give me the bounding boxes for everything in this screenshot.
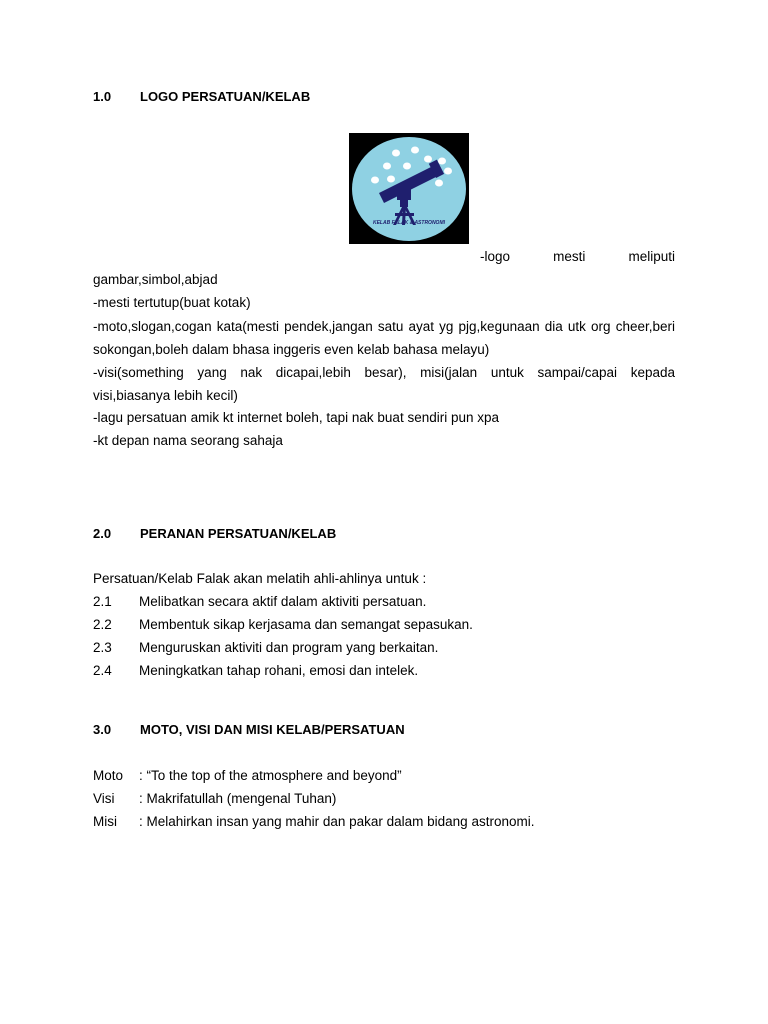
misi-row (93, 814, 534, 830)
logo-text: KELAB FALAK & ASTRONOMI (372, 220, 446, 226)
word: meliputi (628, 249, 675, 264)
moto-row (93, 768, 402, 784)
row-label: Visi (93, 791, 115, 806)
section-number: 1.0 (93, 89, 112, 104)
row-text: : Makrifatullah (mengenal Tuhan) (139, 791, 337, 806)
section-intro: Persatuan/Kelab Falak akan melatih ahli-ahlinya untuk : (93, 571, 427, 586)
logo-requirement-line (480, 249, 675, 265)
note-line: -mesti tertutup(buat kotak) (93, 295, 251, 310)
note-line: -kt depan nama seorang sahaja (93, 433, 283, 448)
section-title: PERANAN PERSATUAN/KELAB (140, 526, 337, 541)
list-item (93, 663, 418, 679)
section-number: 2.0 (93, 526, 112, 541)
row-label: Misi (93, 814, 117, 829)
item-text: Melibatkan secara aktif dalam aktiviti persatuan. (139, 594, 427, 609)
section-2-heading (93, 526, 336, 541)
word: mesti (553, 249, 586, 264)
list-item (93, 640, 438, 656)
row-label: Moto (93, 768, 124, 783)
note-line: gambar,simbol,abjad (93, 272, 218, 287)
note-paragraph: -moto,slogan,cogan kata(mesti pendek,jangan satu ayat yg pjg,kegunaan dia utk org cheer,beri sokongan,boleh dalam bhasa inggeris even kelab bahasa melayu) (93, 319, 675, 357)
section-1-heading (93, 89, 310, 104)
telescope-logo-icon (349, 133, 469, 244)
visi-row (93, 791, 336, 807)
list-item (93, 617, 473, 633)
item-number: 2.2 (93, 617, 112, 632)
item-text: Meningkatkan tahap rohani, emosi dan intelek. (139, 663, 419, 678)
section-number: 3.0 (93, 722, 112, 737)
item-text: Menguruskan aktiviti dan program yang berkaitan. (139, 640, 439, 655)
row-text: : Melahirkan insan yang mahir dan pakar dalam bidang astronomi. (139, 814, 535, 829)
row-text: : “To the top of the atmosphere and beyond” (139, 768, 402, 783)
section-3-heading (93, 722, 405, 737)
club-logo (349, 133, 469, 244)
list-item (93, 594, 426, 610)
item-text: Membentuk sikap kerjasama dan semangat sepasukan. (139, 617, 473, 632)
item-number: 2.1 (93, 594, 112, 609)
note-paragraph: -visi(something yang nak dicapai,lebih besar), misi(jalan untuk sampai/capai kepada visi,biasanya lebih kecil) (93, 365, 675, 403)
word: -logo (480, 249, 511, 264)
item-number: 2.3 (93, 640, 112, 655)
item-number: 2.4 (93, 663, 112, 678)
note-line: -lagu persatuan amik kt internet boleh, tapi nak buat sendiri pun xpa (93, 410, 500, 425)
section-title: MOTO, VISI DAN MISI KELAB/PERSATUAN (140, 722, 405, 737)
section-title: LOGO PERSATUAN/KELAB (140, 89, 311, 104)
